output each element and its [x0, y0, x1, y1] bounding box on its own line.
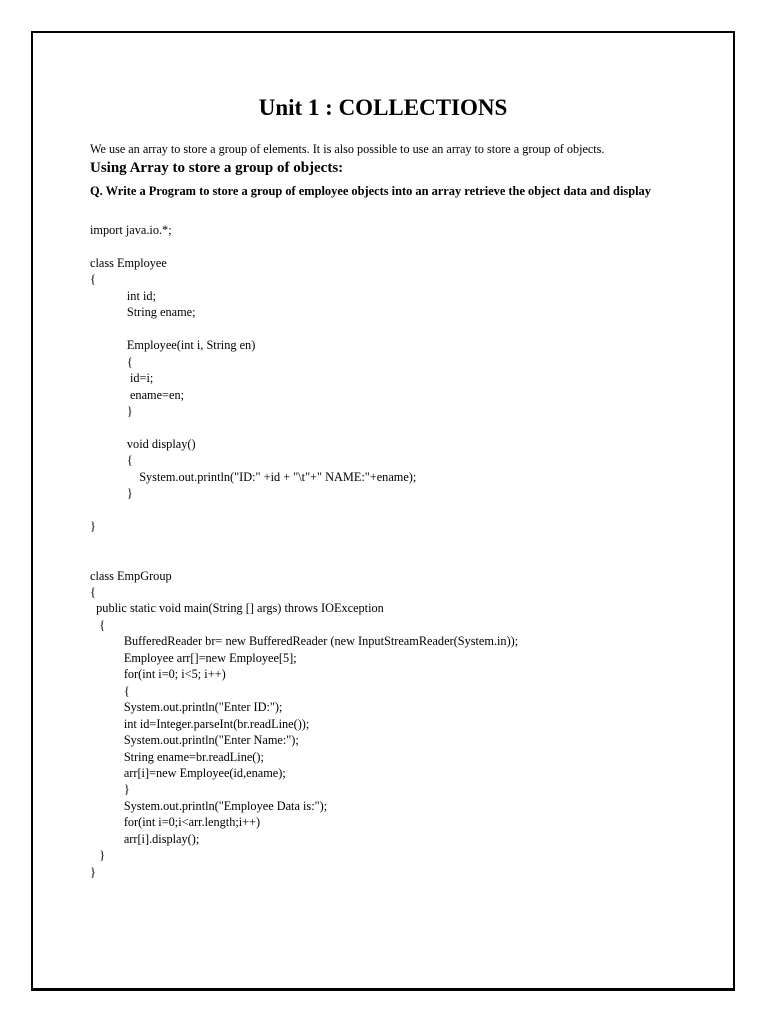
question-text: Q. Write a Program to store a group of employee objects into an array retrieve the object data and display: [90, 184, 651, 198]
code-listing: import java.io.*; class Employee { int id; String ename; Employee(int i, String en) { id=i; ename=en; } void display() { System.out.println("ID:" +id + "\t"+" NAME:"+ename); } } class EmpGroup { public static void main(String [] args) throws IOException { BufferedReader br= new BufferedReader (new InputStreamReader(System.in)); Employee arr[]=new Employee[5]; for(int i=0; i<5; i++) { System.out.println("Enter ID:"); int id=Integer.parseInt(br.readLine()); System.out.println("Enter Name:"); String ename=br.readLine(); arr[i]=new Employee(id,ename); } System.out.println("Employee Data is:"); for(int i=0;i<arr.length;i++) arr[i].display(); } }: [90, 223, 519, 879]
page-title: Unit 1 : COLLECTIONS: [258, 95, 508, 120]
intro-paragraph: We use an array to store a group of elements. It is also possible to use an array to store a group of objects.: [90, 142, 605, 156]
document-page: [31, 31, 735, 991]
section-heading: Using Array to store a group of objects:: [90, 160, 344, 176]
